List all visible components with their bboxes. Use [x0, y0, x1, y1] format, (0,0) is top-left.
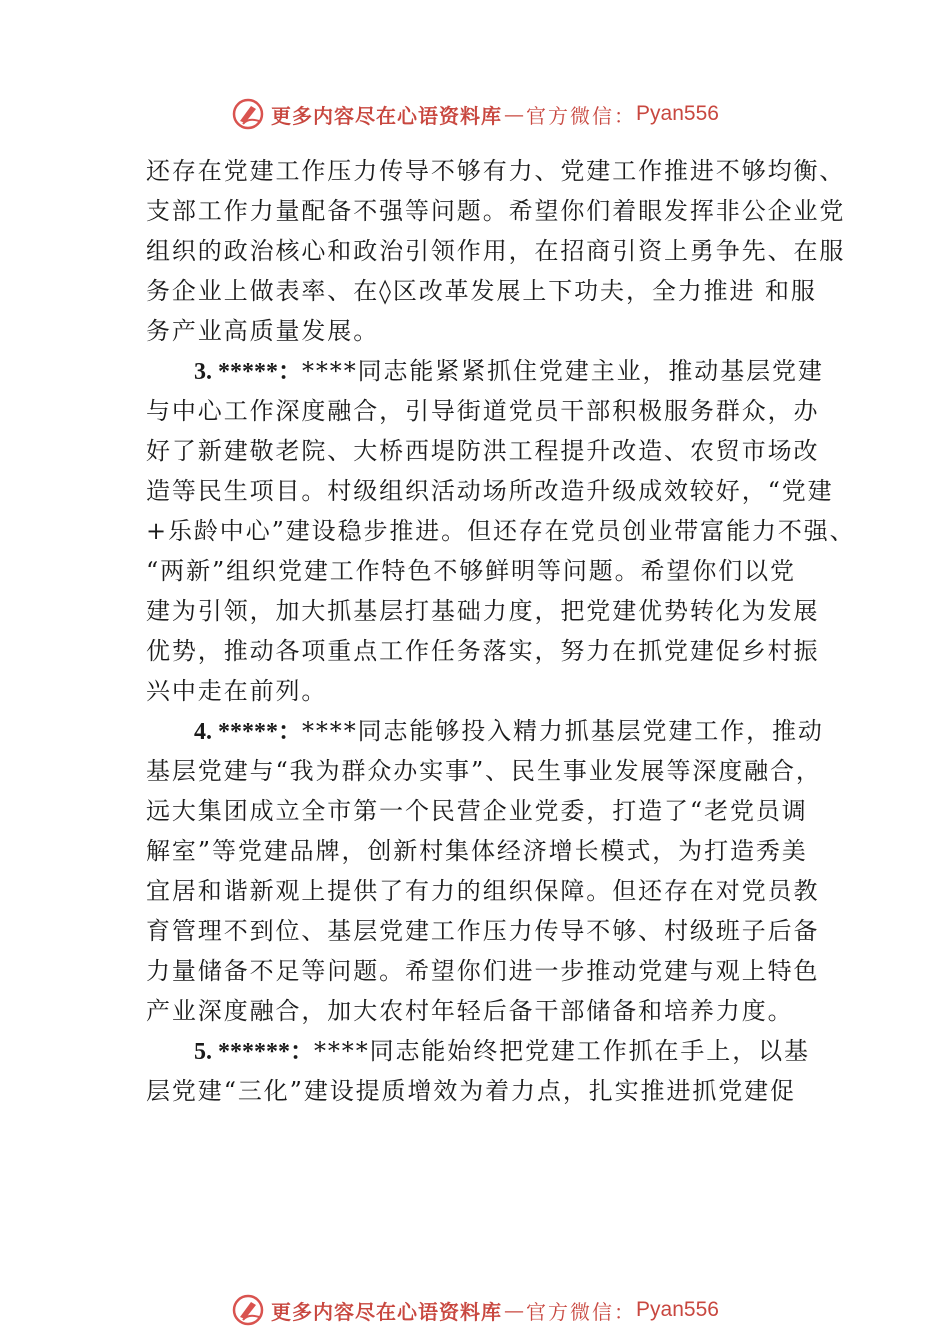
item-4-prefix: **** [302, 717, 358, 745]
text-line: 兴中走在前列。 [146, 677, 328, 705]
item-4-number: 4. *****： [194, 719, 302, 745]
header-brand-text: 更多内容尽在心语资料库 [271, 103, 503, 128]
text-line: 层党建“三化”建设提质增效为着力点，扎实推进抓党建促 [146, 1077, 796, 1105]
footer-wechat-id: Pyan556 [636, 1298, 719, 1321]
text-line: 建为引领，加大抓基层打基础力度，把党建优势转化为发展 [146, 597, 820, 625]
item-3-heading-line [146, 351, 836, 391]
text-line: 组织的政治核心和政治引领作用，在招商引资上勇争先、在服 [146, 237, 846, 265]
document-body [146, 151, 856, 1111]
text-line: 同志能够投入精力抓基层党建工作，推动 [357, 717, 824, 745]
text-line: 育管理不到位、基层党建工作压力传导不够、村级班子后备 [146, 917, 820, 945]
header-wechat-id: Pyan556 [636, 102, 719, 125]
text-line: 务企业上做表率、在◊区改革发展上下功夫，全力推进 和服 [146, 277, 817, 305]
footer-separator: — [504, 1298, 525, 1322]
text-line: +乐龄中心”建设稳步推进。但还存在党员创业带富能力不强、 [146, 517, 856, 545]
text-line: 解室”等党建品牌，创新村集体经济增长模式，为打造秀美 [146, 837, 808, 865]
text-line: 力量储备不足等问题。希望你们进一步推动党建与观上特色 [146, 957, 820, 985]
item-5-prefix: **** [314, 1037, 370, 1065]
item-5-heading-line [146, 1031, 836, 1071]
text-line: 支部工作力量配备不强等问题。希望你们着眼发挥非公企业党 [146, 197, 846, 225]
text-line: 基层党建与“我为群众办实事”、民生事业发展等深度融合， [146, 757, 822, 785]
text-line: 务产业高质量发展。 [146, 317, 380, 345]
text-line: 同志能紧紧抓住党建主业，推动基层党建 [357, 357, 824, 385]
header-wechat-label: 官方微信： [526, 103, 637, 128]
text-line: 同志能始终把党建工作抓在手上，以基 [369, 1037, 810, 1065]
text-line: 优势，推动各项重点工作任务落实，努力在抓党建促乡村振 [146, 637, 820, 665]
footer-banner [0, 1288, 950, 1332]
header-banner [0, 92, 950, 136]
text-line: 远大集团成立全市第一个民营企业党委，打造了“老党员调 [146, 797, 808, 825]
text-line: 还存在党建工作压力传导不够有力、党建工作推进不够均衡、 [146, 157, 846, 185]
brand-logo-icon [231, 1293, 265, 1327]
footer-brand-text: 更多内容尽在心语资料库 [271, 1299, 503, 1324]
item-3-number: 3. *****： [194, 359, 302, 385]
item-5-number: 5. ******： [194, 1039, 314, 1065]
text-line: 宜居和谐新观上提供了有力的组织保障。但还存在对党员教 [146, 877, 820, 905]
brand-logo-icon [231, 97, 265, 131]
item-4-heading-line [146, 711, 836, 751]
text-line: “两新”组织党建工作特色不够鲜明等问题。希望你们以党 [146, 557, 796, 585]
item-3-prefix: **** [302, 357, 358, 385]
text-line: 与中心工作深度融合，引导街道党员干部积极服务群众，办 [146, 397, 820, 425]
text-line: 好了新建敬老院、大桥西堤防洪工程提升改造、农贸市场改 [146, 437, 820, 465]
header-separator: — [504, 102, 525, 126]
text-line: 造等民生项目。村级组织活动场所改造升级成效较好，“党建 [146, 477, 834, 505]
footer-wechat-label: 官方微信： [526, 1299, 637, 1324]
text-line: 产业深度融合，加大农村年轻后备干部储备和培养力度。 [146, 997, 794, 1025]
